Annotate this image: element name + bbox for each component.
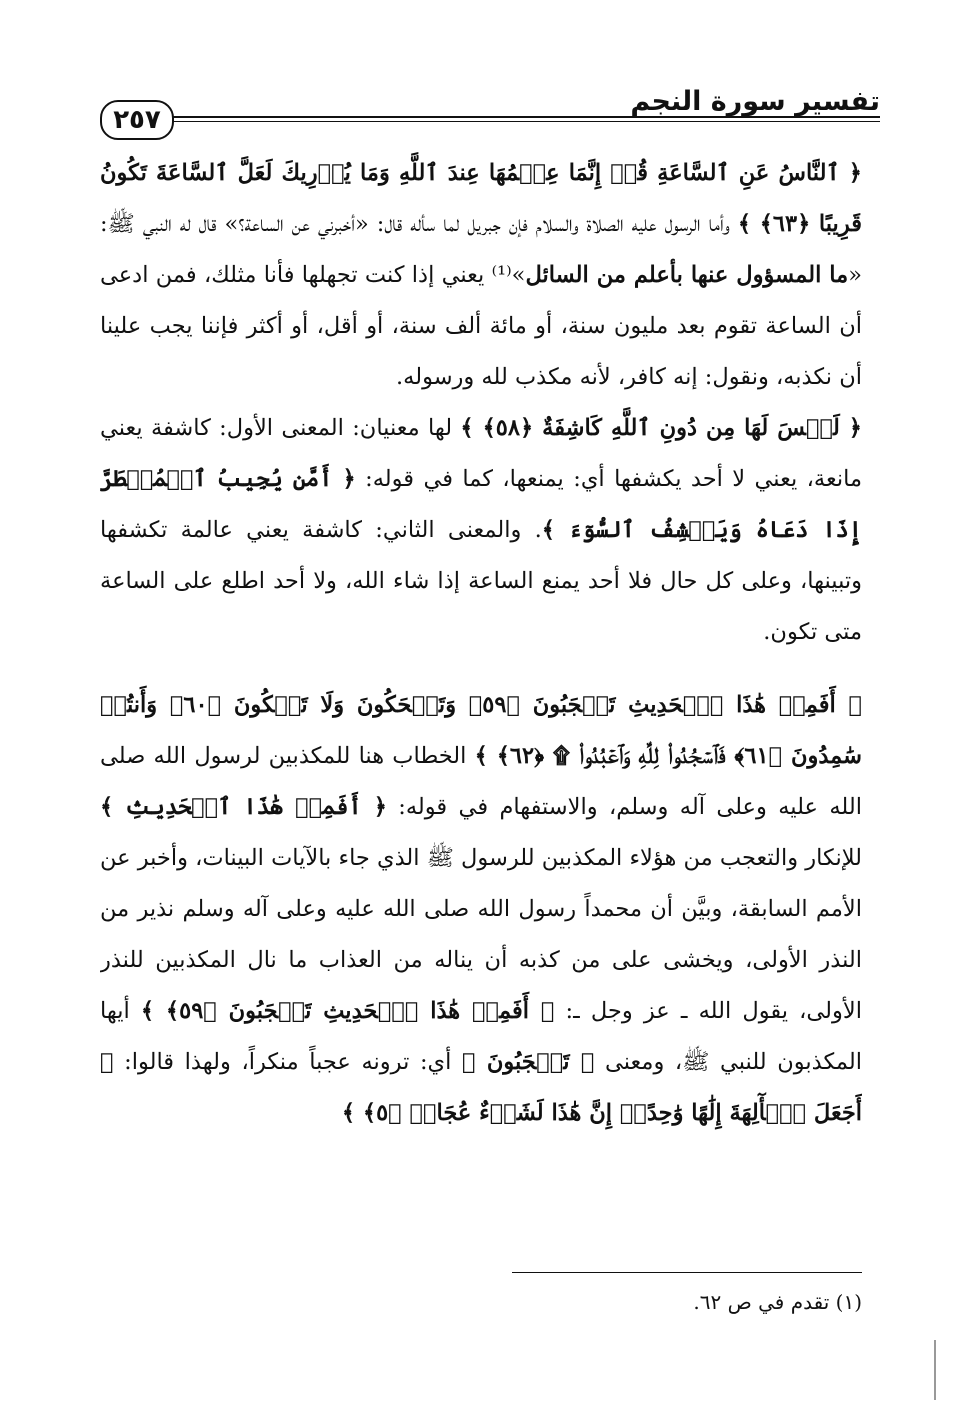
page-header	[100, 78, 880, 138]
body-text-segment: الخطاب هنا للمكذبين لرسول الله صلى الله عليه وعلى آله وسلم، والاستفهام في قوله:	[100, 743, 862, 820]
quran-verse: ﴿ ٱلنَّاسُ عَنِ ٱلسَّاعَةِ قُلۡ إِنَّمَا عِلۡمُهَا عِندَ ٱللَّهِ وَمَا يُدۡرِيكَ لَعَلَّ ٱلسَّاعَةَ تَكُونُ قَرِيبًا ﴿٦٣﴾ ﴾	[100, 160, 862, 237]
body-text	[100, 148, 862, 1248]
header-rule-thin	[170, 121, 880, 122]
page-edge-mark	[934, 1340, 936, 1400]
quran-verse: ﴿ أَفَمِنۡ هَٰذَا ٱلۡحَدِيثِ ﴾	[100, 794, 387, 820]
body-text-segment: »⁽¹⁾ يعني إذا كنت تجهلها فأنا مثلك، فمن ادعى أن الساعة تقوم بعد مليون سنة، أو مائة ألف سنة، أو أقل، أو أكثر فإننا يجب علينا أن نكذبه، ونقول: إنه كافر، لأنه مكذب لله ورسوله.	[100, 262, 862, 390]
quran-verse: ﴿ لَيۡسَ لَهَا مِن دُونِ ٱللَّهِ كَاشِفَةٌ ﴿٥٨﴾ ﴾	[460, 415, 862, 441]
quran-verse: ﴿ أَفَمِنۡ هَٰذَا ٱلۡحَدِيثِ تَعۡجَبُونَ ﴿٥٩﴾ وَتَضۡحَكُونَ وَلَا تَبۡكُونَ ﴿٦٠﴾ وَأَنتُمۡ سَٰمِدُونَ ﴿٦١﴾ فَٱسۡجُدُواْ لِلَّهِ وَٱعۡبُدُواْ ۩ ﴿٦٢﴾ ﴾	[100, 692, 862, 769]
quran-verse: ﴿ أَجَعَلَ ٱلۡأٓلِهَةَ إِلَٰهًا وَٰحِدًاۖ إِنَّ هَٰذَا لَشَيۡءٌ عُجَابٞ ﴿٥﴾ ﴾	[100, 1049, 862, 1126]
paragraph-3	[100, 680, 862, 1139]
hadith-quote: ما المسؤول عنها بأعلم من السائل	[525, 262, 849, 288]
body-text-segment: . والمعنى الثاني: كاشفة يعني عالمة تكشفها وتبينها، وعلى كل حال فلا أحد يمنع الساعة إذا شاء الله، ولا أحد اطلع على الساعة متى تكون.	[100, 517, 862, 645]
quran-verse: ﴿ أَمَّن يُجِيبُ ٱلۡمُضۡطَرَّ إِذَا دَعَاهُ وَيَكۡشِفُ ٱلسُّوٓءَ ﴾	[100, 466, 862, 543]
body-text-segment: أي: ترونه عجباً منكراً، ولهذا قالوا:	[113, 1049, 463, 1075]
header-rule	[170, 116, 880, 118]
paragraph-2	[100, 403, 862, 658]
body-text-segment: وأما الرسول عليه الصلاة والسلام فإن جبريل لما سأله قال: «أخبرني عن الساعة؟» قال له النبي ﷺ: «	[100, 211, 862, 288]
page-number: ٢٥٧	[100, 100, 174, 140]
page-title: تفسير سورة النجم	[630, 86, 880, 117]
footnote-rule	[512, 1272, 862, 1273]
quran-verse: ﴿ تَعۡجَبُونَ ﴾	[462, 1049, 595, 1075]
body-text-segment: للإنكار والتعجب من هؤلاء المكذبين للرسول ﷺ الذي جاء بالآيات البينات، وأخبر عن الأمم السابقة، وبيَّن أن محمداً رسول الله صلى الله عليه وعلى آله وسلم نذير من النذر الأولى، ويخشى على من كذبه أن يناله من العذاب ما نال المكذبين للنذر الأولى، يقول الله ـ عز وجل ـ:	[100, 845, 862, 1024]
body-text-segment: أيها المكذبون للنبي ﷺ، ومعنى	[100, 998, 862, 1075]
body-text-segment: لها معنيان: المعنى الأول: كاشفة يعني مانعة، يعني لا أحد يكشفها أي: يمنعها، كما في قوله:	[100, 415, 862, 492]
footnote: (١) تقدم في ص ٦٢.	[693, 1290, 862, 1314]
quran-verse: ﴿ أَفَمِنۡ هَٰذَا ٱلۡحَدِيثِ تَعۡجَبُونَ ﴿٥٩﴾ ﴾	[140, 998, 555, 1024]
paragraph-1	[100, 148, 862, 403]
